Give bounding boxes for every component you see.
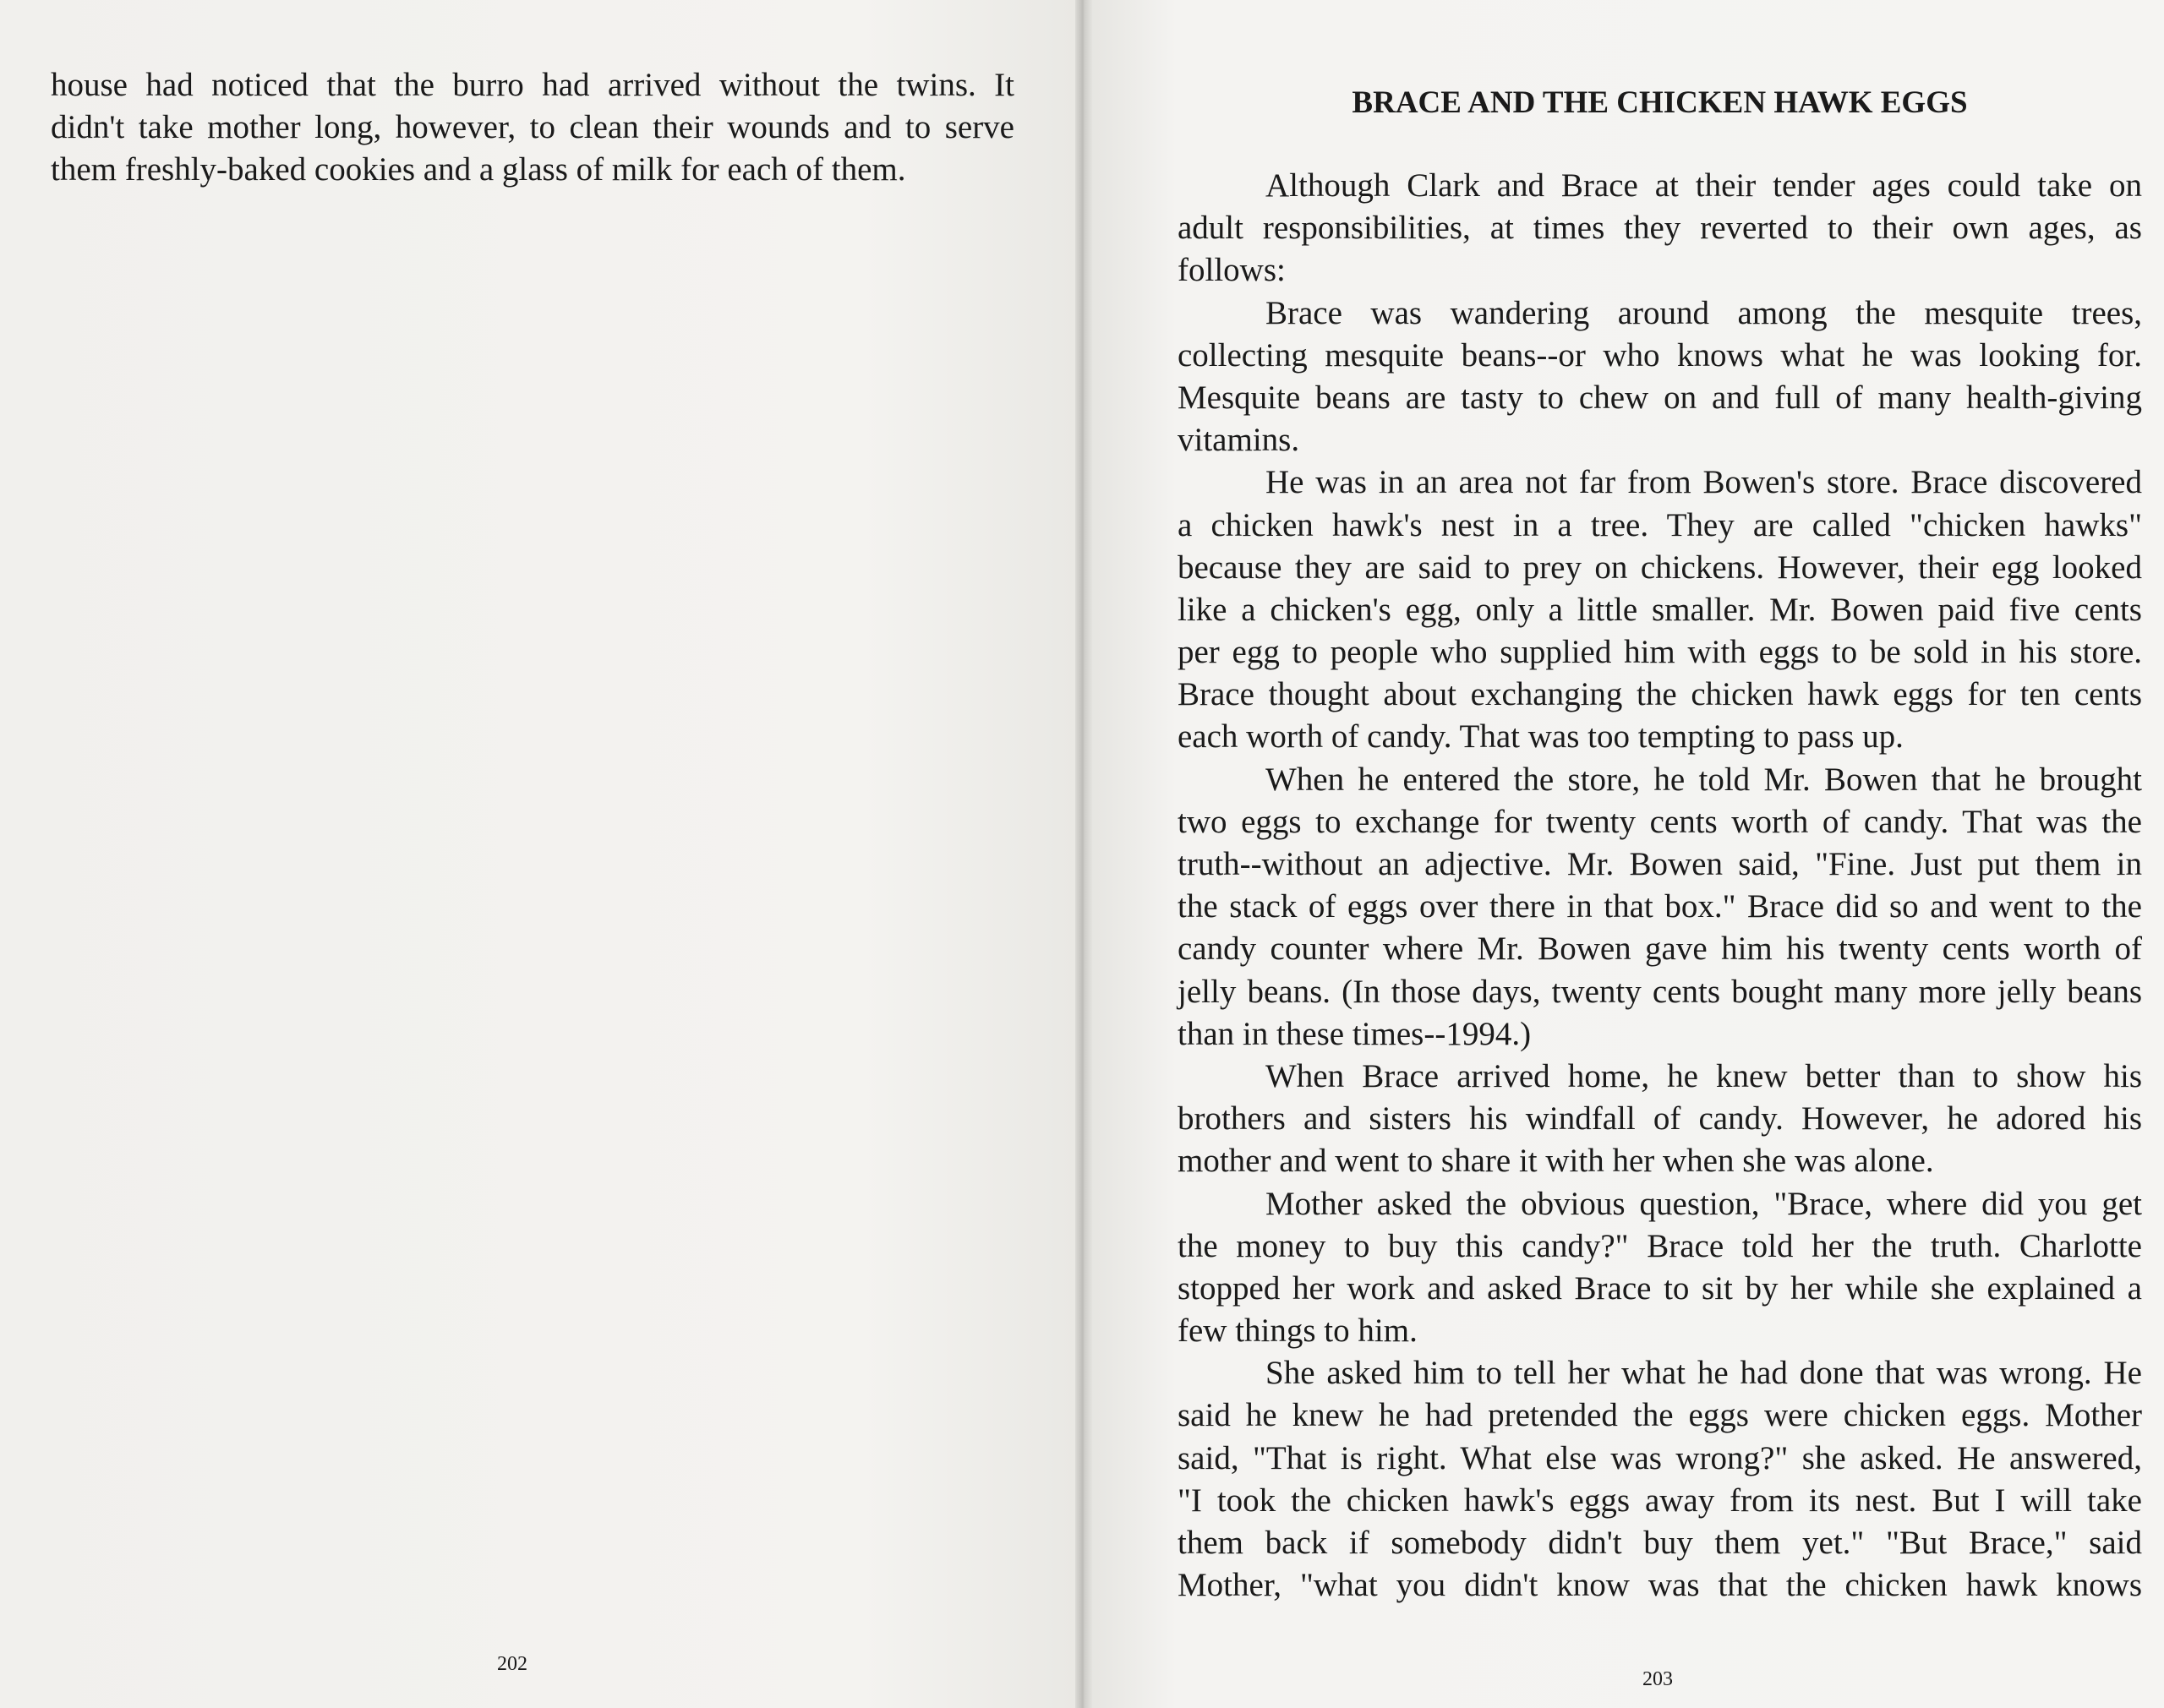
right-page-body (1178, 165, 2142, 1607)
text-line: jelly beans. (In those days, twenty cents bought many more jelly beans (1178, 973, 2142, 1010)
chapter-title: BRACE AND THE CHICKEN HAWK EGGS (1352, 85, 1968, 120)
text-line: because they are said to prey on chickens. However, their egg looked (1178, 548, 2142, 586)
text-line: Mesquite beans are tasty to chew on and full of many health-giving (1178, 379, 2142, 416)
page-number-right: 203 (1642, 1668, 1673, 1690)
left-page (0, 0, 1078, 1708)
text-line: vitamins. (1178, 422, 1300, 459)
text-line: Brace thought about exchanging the chicken hawk eggs for ten cents (1178, 676, 2142, 713)
text-line: She asked him to tell her what he had done that was wrong. He (1265, 1355, 2142, 1392)
text-line: didn't take mother long, however, to clean their wounds and to serve (51, 109, 1014, 146)
text-line: collecting mesquite beans--or who knows what he was looking for. (1178, 336, 2142, 374)
book-spine (1075, 0, 1092, 1708)
text-line: house had noticed that the burro had arrived without the twins. It (51, 67, 1014, 103)
page-number-left: 202 (497, 1653, 527, 1675)
text-line: the stack of eggs over there in that box." Brace did so and went to the (1178, 888, 2142, 925)
paragraph (1178, 292, 2142, 462)
text-line: them freshly-baked cookies and a glass of milk for each of them. (51, 151, 906, 188)
text-line: like a chicken's egg, only a little smaller. Mr. Bowen paid five cents (1178, 591, 2142, 628)
paragraph (1178, 461, 2142, 758)
text-line: mother and went to share it with her when she was alone. (1178, 1143, 1934, 1180)
paragraph (1178, 165, 2142, 292)
text-line: per egg to people who supplied him with eggs to be sold in his store. (1178, 634, 2142, 671)
text-line: Brace was wandering around among the mesquite trees, (1265, 294, 2142, 331)
text-line: When Brace arrived home, he knew better than to show his (1265, 1057, 2142, 1094)
text-line: said, "That is right. What else was wrong?" she asked. He answered, (1178, 1439, 2142, 1476)
text-line: them back if somebody didn't buy them yet." "But Brace," said (1178, 1525, 2142, 1561)
text-line: Although Clark and Brace at their tender ages could take on (1265, 167, 2142, 204)
paragraph (51, 64, 1014, 192)
text-line: stopped her work and asked Brace to sit by her while she explained a (1178, 1269, 2142, 1307)
left-page-body (51, 64, 1014, 192)
paragraph (1178, 1056, 2142, 1183)
text-line: the money to buy this candy?" Brace told her the truth. Charlotte (1178, 1227, 2142, 1264)
text-line: He was in an area not far from Bowen's store. Brace discovered (1265, 464, 2142, 501)
text-line: each worth of candy. That was too tempting to pass up. (1178, 718, 1904, 756)
text-line: adult responsibilities, at times they reverted to their own ages, as (1178, 210, 2142, 247)
text-line: candy counter where Mr. Bowen gave him his twenty cents worth of (1178, 930, 2142, 968)
text-line: said he knew he had pretended the eggs were chicken eggs. Mother (1178, 1397, 2142, 1434)
paragraph (1178, 1183, 2142, 1353)
text-line: few things to him. (1178, 1312, 1418, 1350)
text-line: Mother asked the obvious question, "Brace, where did you get (1265, 1185, 2142, 1222)
text-line: two eggs to exchange for twenty cents worth of candy. That was the (1178, 803, 2142, 840)
text-line: "I took the chicken hawk's eggs away from its nest. But I will take (1178, 1482, 2142, 1519)
text-line: follows: (1178, 252, 1286, 289)
text-line: than in these times--1994.) (1178, 1015, 1532, 1052)
text-line: a chicken hawk's nest in a tree. They are called "chicken hawks" (1178, 506, 2142, 543)
paragraph (1178, 759, 2142, 1056)
text-line: brothers and sisters his windfall of candy. However, he adored his (1178, 1100, 2142, 1138)
text-line: truth--without an adjective. Mr. Bowen said, "Fine. Just put them in (1178, 846, 2142, 882)
text-line: Mother, "what you didn't know was that the chicken hawk knows (1178, 1567, 2142, 1604)
text-line: When he entered the store, he told Mr. Bowen that he brought (1265, 761, 2142, 798)
paragraph (1178, 1352, 2142, 1607)
